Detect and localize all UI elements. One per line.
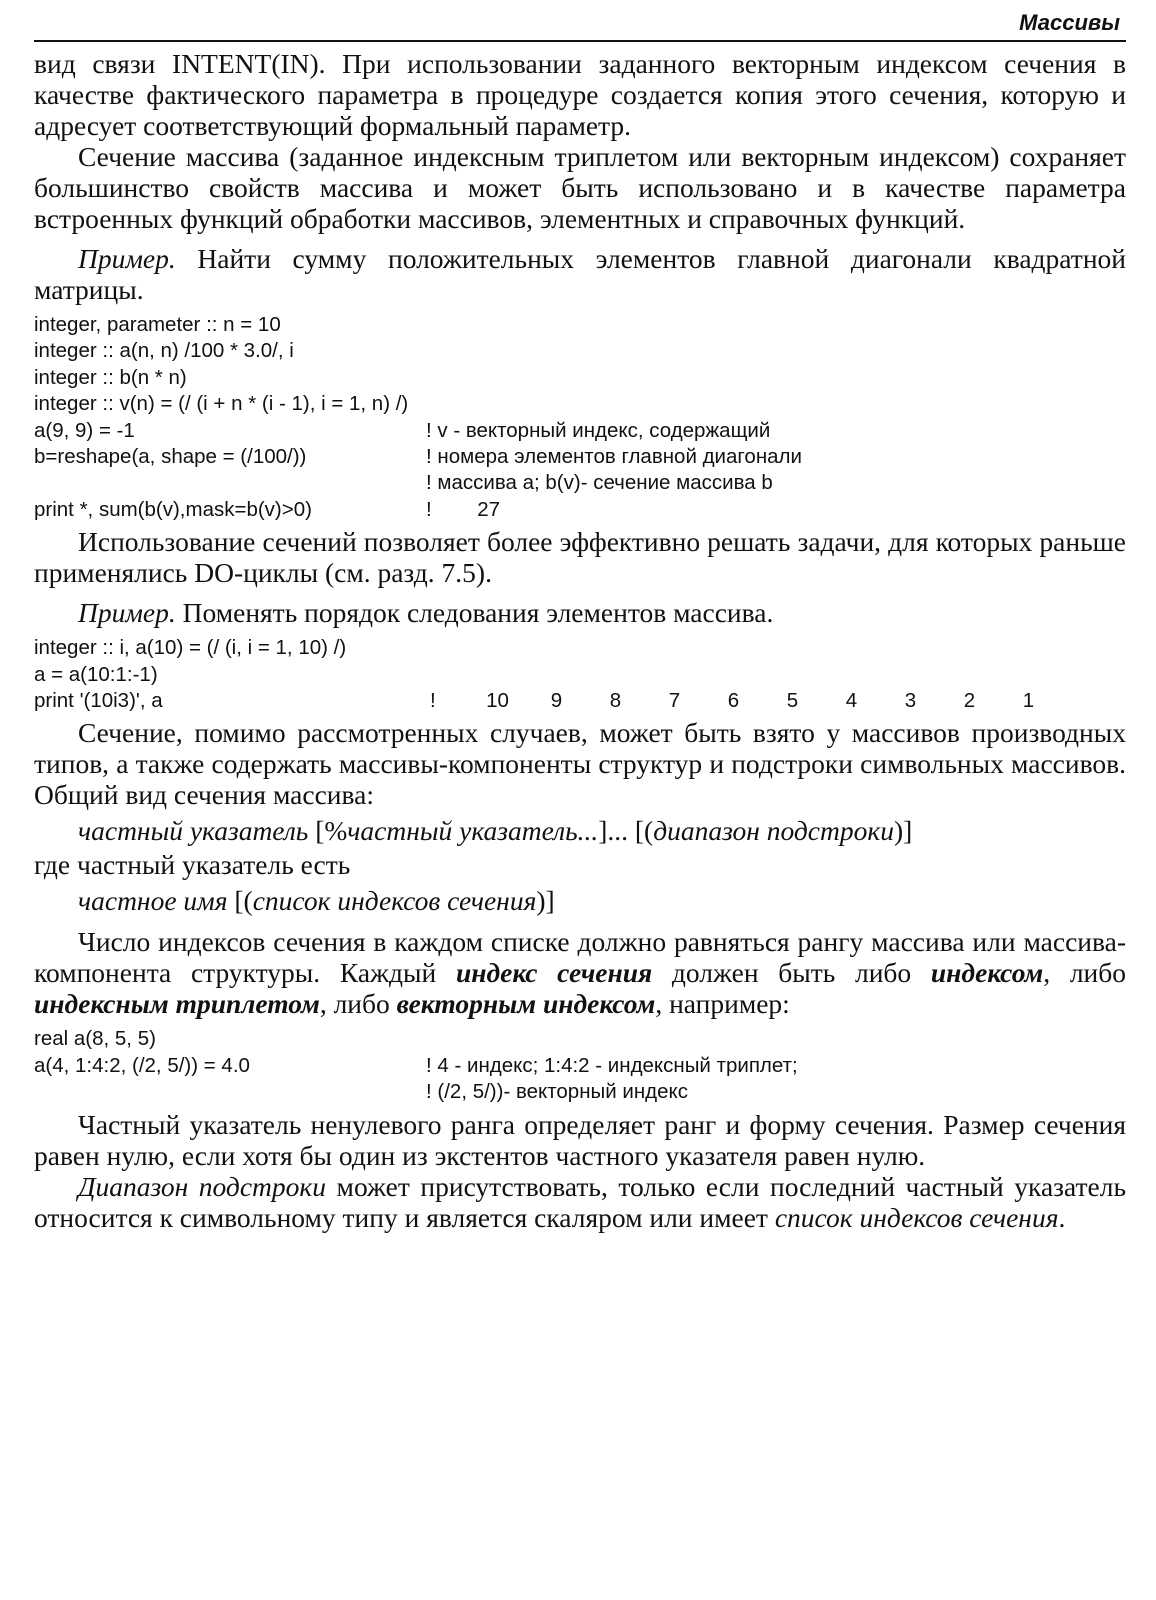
code-block-diagonal-sum — [34, 312, 1126, 523]
syntax-punct: [% — [308, 815, 348, 847]
syntax-punct: ]... [( — [598, 815, 654, 847]
output-value: 6 — [727, 689, 740, 713]
code-block-section-example — [34, 1026, 1126, 1105]
code-line — [34, 635, 1126, 661]
code-text — [34, 470, 426, 496]
paragraph-where: где частный указатель есть — [34, 849, 351, 881]
code-comment: ! v - векторный индекс, содержащий — [426, 418, 771, 442]
program-output — [430, 688, 1058, 714]
header-title: Массивы — [1019, 10, 1120, 35]
code-text: integer :: a(n, n) /100 * 3.0/, i — [34, 339, 294, 363]
text: , например: — [655, 988, 790, 1020]
code-line — [34, 338, 1126, 364]
syntax-section — [78, 814, 1126, 847]
term: векторным индексом — [396, 988, 656, 1020]
term: индексом — [930, 957, 1044, 989]
output-value: ! — [430, 689, 436, 713]
page — [34, 0, 1126, 1233]
text: . — [1058, 1201, 1066, 1233]
text: Число индексов сечения в каждом списке должно равняться рангу массива или массива-компонента структуры. Каждый — [34, 926, 1126, 989]
paragraph-section-properties: Сечение массива (заданное индексным триплетом или векторным индексом) сохраняет большинство свойств массива и может быть использовано и в качестве параметра встроенных функций обработки массивов, элементных и справочных функций. — [34, 141, 1126, 234]
code-line — [34, 1079, 1126, 1105]
code-text — [34, 1079, 426, 1105]
code-comment: ! 27 — [426, 497, 501, 521]
code-text: a = a(10:1:-1) — [34, 662, 158, 686]
syntax-punct: [( — [227, 885, 253, 917]
term: индекс сечения — [455, 957, 653, 989]
output-value: 1 — [1022, 689, 1035, 713]
example-1-statement — [34, 243, 1126, 305]
output-value: 8 — [609, 689, 622, 713]
code-line — [34, 365, 1126, 391]
code-text: integer :: b(n * n) — [34, 365, 187, 389]
syntax-term: частный указатель — [78, 815, 309, 847]
term: индексным триплетом — [34, 988, 320, 1020]
syntax-term: частный указатель... — [347, 815, 599, 847]
code-line — [34, 470, 1126, 496]
code-text: print *, sum(b(v),mask=b(v)>0) — [34, 497, 312, 521]
code-text: print '(10i3)', a — [34, 689, 163, 713]
code-comment: ! массива a; b(v)- сечение массива b — [426, 471, 773, 495]
code-line — [34, 1053, 1126, 1079]
example-text: Поменять порядок следования элементов массива. — [175, 597, 774, 629]
paragraph-subscripts — [34, 926, 1126, 1019]
syntax-term: список индексов сечения — [252, 885, 537, 917]
code-block-reverse — [34, 635, 1126, 714]
code-text: real a(8, 5, 5) — [34, 1027, 156, 1051]
text: может присутствовать, только если последний частный указатель относится к символьному типу и является скаляром или имеет — [34, 1170, 1126, 1233]
example-label: Пример. — [78, 597, 176, 629]
running-header — [34, 0, 1126, 42]
code-text: b=reshape(a, shape = (/100/)) — [34, 445, 307, 469]
paragraph-do-loops: Использование сечений позволяет более эффективно решать задачи, для которых раньше применялись DO-циклы (см. разд. 7.5). — [34, 526, 1126, 589]
output-value: 2 — [963, 689, 976, 713]
term: Диапазон подстроки — [78, 1170, 327, 1202]
example-2-statement — [34, 597, 1126, 628]
term: список индексов сечения — [774, 1201, 1059, 1233]
code-text: integer :: v(n) = (/ (i + n * (i - 1), i = 1, n) /) — [34, 392, 409, 416]
code-line — [34, 391, 1126, 417]
code-line — [34, 312, 1126, 338]
output-value: 4 — [845, 689, 858, 713]
output-value: 9 — [550, 689, 563, 713]
output-value: 10 — [486, 689, 509, 713]
code-comment: ! 4 - индекс; 1:4:2 - индексный триплет; — [426, 1053, 798, 1077]
code-comment: ! (/2, 5/))- векторный индекс — [426, 1080, 688, 1104]
code-line — [34, 662, 1126, 688]
example-text: Найти сумму положительных элементов главной диагонали квадратной матрицы. — [34, 243, 1126, 305]
syntax-term: диапазон подстроки — [653, 815, 894, 847]
output-value: 3 — [904, 689, 917, 713]
text: , либо — [319, 988, 397, 1020]
paragraph-intent: вид связи INTENT(IN). При использовании заданного векторным индексом сечения в качестве фактического параметра в процедуре создается копия этого сечения, которую и адресует соответствующий формальный параметр. — [34, 48, 1126, 141]
text: должен быть либо — [652, 957, 931, 989]
paragraph-rank-shape: Частный указатель ненулевого ранга определяет ранг и форму сечения. Размер сечения равен нулю, если хотя бы один из экстентов частного указателя равен нулю. — [34, 1108, 1126, 1171]
code-line — [34, 1026, 1126, 1052]
syntax-term: частное имя — [78, 885, 228, 917]
code-line — [34, 688, 1126, 714]
code-line — [34, 418, 1126, 444]
syntax-part-ref — [78, 884, 1126, 917]
page-content — [34, 42, 1126, 1233]
example-label: Пример. — [78, 243, 176, 274]
paragraph-general-form: Сечение, помимо рассмотренных случаев, может быть взято у массивов производных типов, а также содержать массивы-компоненты структур и подстроки символьных массивов. Общий вид сечения массива: — [34, 717, 1126, 811]
code-text: integer :: i, a(10) = (/ (i, i = 1, 10) /) — [34, 636, 347, 660]
syntax-punct: )] — [536, 885, 555, 917]
output-value: 5 — [786, 689, 799, 713]
code-line — [34, 497, 1126, 523]
syntax-punct: )] — [894, 815, 913, 847]
code-text: a(4, 1:4:2, (/2, 5/)) = 4.0 — [34, 1053, 250, 1077]
text: , либо — [1043, 957, 1127, 989]
code-text: integer, parameter :: n = 10 — [34, 313, 281, 336]
paragraph-substring-range — [34, 1171, 1126, 1233]
output-value: 7 — [668, 689, 681, 713]
code-line — [34, 444, 1126, 470]
code-text: a(9, 9) = -1 — [34, 418, 135, 442]
code-comment: ! номера элементов главной диагонали — [426, 445, 802, 469]
